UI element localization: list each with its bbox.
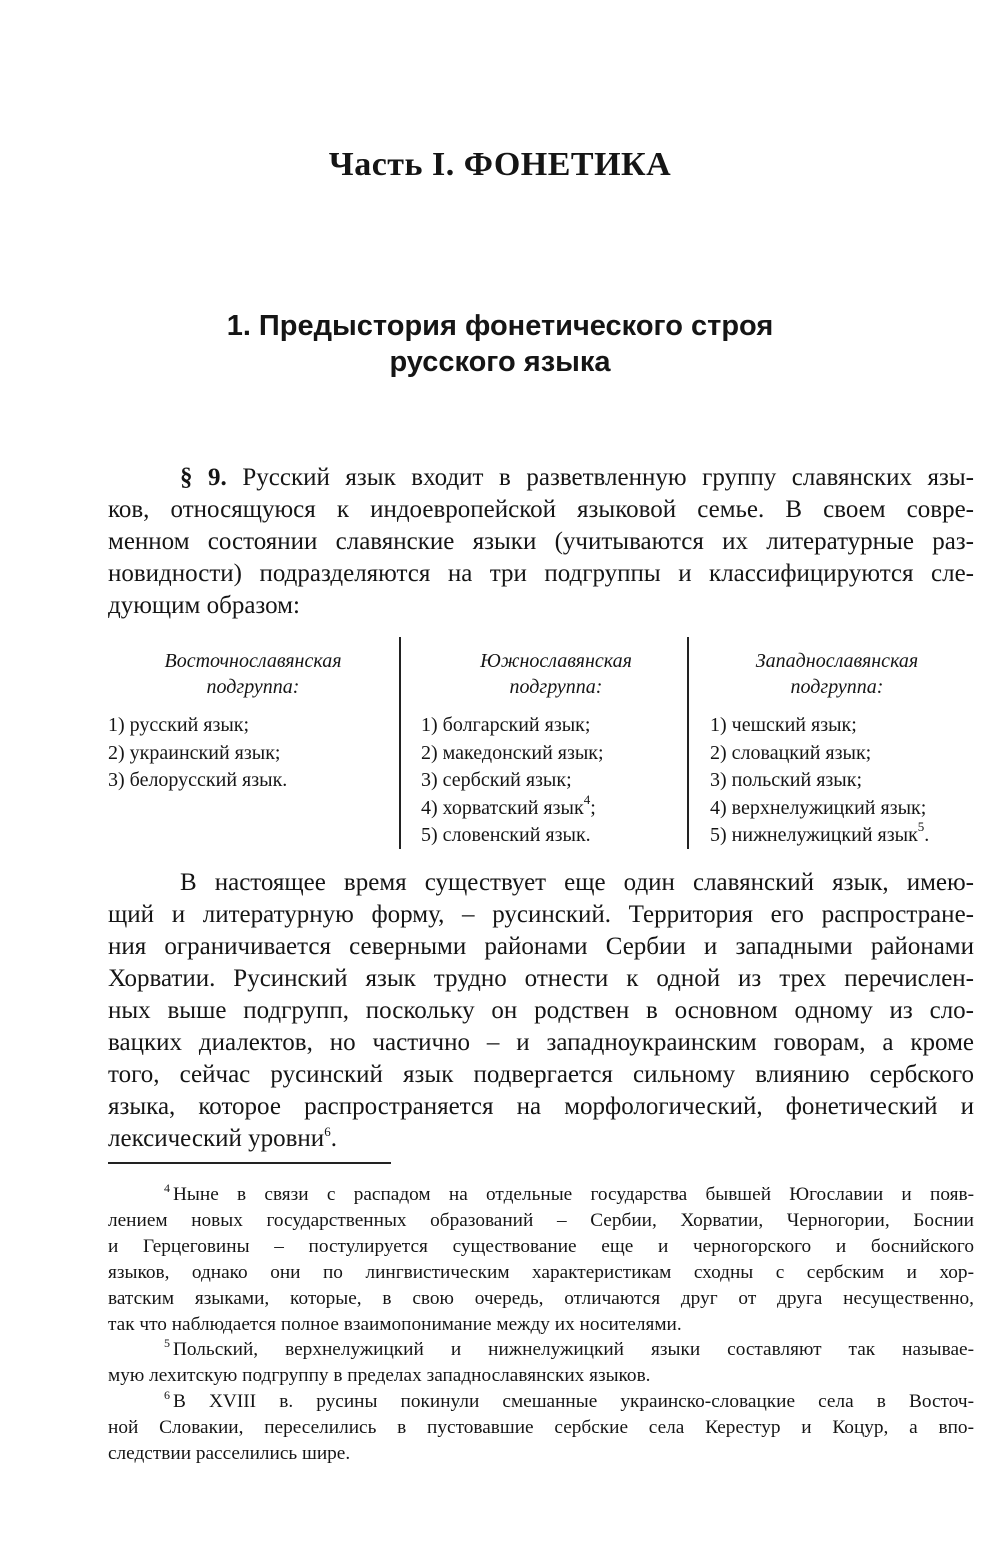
- west-slavic-column: [700, 635, 974, 851]
- list-item: 4) верхнелужицкий язык;: [710, 796, 927, 819]
- list-item: 1) русский язык;: [108, 714, 250, 736]
- paragraph-line: новидности) подразделяются на три подгруппы и классифицируются сле-: [108, 560, 974, 587]
- chapter-title: [0, 308, 1000, 380]
- paragraph-line: лексический уровни$^6$.: [108, 1124, 337, 1152]
- footnote-6: [108, 1389, 974, 1467]
- footnote-ref[interactable]: 5: [917, 819, 925, 834]
- column-heading: Южнославянская подгруппа:: [480, 650, 632, 698]
- paragraph-rusyn: [108, 867, 974, 1155]
- paragraph-intro: [108, 462, 974, 622]
- paragraph-line: ных выше подгрупп, поскольку он родствен в основном одному из сло-: [108, 997, 974, 1024]
- list-item: 4) хорватский язык$^4$;: [421, 791, 596, 819]
- chapter-title-line-1: 1. Предыстория фонетического строя: [226, 310, 774, 342]
- footnote-ref[interactable]: 4: [583, 791, 591, 807]
- paragraph-line: ния ограничивается северными районами Сербии и западными районами: [108, 933, 974, 960]
- list-item: 3) сербский язык;: [421, 769, 572, 791]
- east-slavic-column: [108, 635, 398, 851]
- paragraph-line: В настоящее время существует еще один славянский язык, имею-: [180, 869, 974, 896]
- column-heading: Восточнославянская подгруппа:: [164, 650, 342, 698]
- paragraph-line: ков, относящуюся к индоевропейской языковой семье. В своем совре-: [108, 496, 974, 523]
- list-item: 2) словацкий язык;: [710, 741, 872, 764]
- footnote-line: лением новых государственных образований – Сербии, Хорватии, Черногории, Боснии: [108, 1210, 974, 1231]
- footnote-number: 4: [164, 1181, 170, 1195]
- list-item: 1) чешский язык;: [710, 714, 857, 736]
- paragraph-line: языка, которое распространяется на морфологический, фонетический и: [108, 1093, 974, 1120]
- list-item: 2) украинский язык;: [108, 741, 281, 764]
- footnote-line: следствии расселились шире.: [108, 1443, 351, 1464]
- language-subgroups-table: [108, 635, 974, 851]
- footnote-5: [108, 1337, 974, 1389]
- paragraph-line: § 9. Русский язык входит в разветвленную группу славянских язы-: [180, 464, 975, 491]
- footnote-line: языков, однако они по лингвистическим характеристикам сходны с сербским и хор-: [108, 1262, 974, 1283]
- list-item: 5) нижнелужицкий язык$^5$.: [710, 819, 930, 846]
- list-item: 3) польский язык;: [710, 769, 863, 791]
- list-item: 1) болгарский язык;: [421, 714, 591, 736]
- footnote-line: ной Словакии, переселились в пустовавшие сербские села Керестур и Коцур, а впо-: [108, 1417, 974, 1438]
- paragraph-line: менном состоянии славянские языки (учитываются их литературные раз-: [108, 528, 974, 555]
- paragraph-line: щий и литературную форму, – русинский. Территория его распростране-: [108, 901, 974, 928]
- section-mark: § 9.: [180, 464, 227, 491]
- column-divider: [687, 637, 689, 849]
- list-item: 5) словенский язык.: [421, 824, 591, 846]
- footnote-line: так что наблюдается полное взаимопонимание между их носителями.: [108, 1314, 682, 1335]
- footnote-ref[interactable]: 6: [324, 1124, 331, 1139]
- column-heading: Западнославянская подгруппа:: [755, 650, 919, 698]
- column-divider: [399, 637, 401, 849]
- south-slavic-column: [411, 635, 701, 851]
- paragraph-line: вацких диалектов, но частично – и западноукраинским говорам, а кроме: [108, 1029, 974, 1056]
- footnote-line: $^6$ В XVIII в. русины покинули смешанные украинско-словацкие села в Восточ-: [164, 1388, 974, 1412]
- chapter-title-line-2: русского языка: [389, 346, 611, 378]
- footnote-separator: [108, 1162, 391, 1164]
- footnote-line: мую лехитскую подгруппу в пределах западнославянских языков.: [108, 1365, 651, 1386]
- list-item: 2) македонский язык;: [421, 741, 604, 764]
- footnote-number: 6: [164, 1388, 170, 1402]
- footnote-line: ватским языками, которые, в свою очередь, отличаются друг от друга несущественно,: [108, 1288, 974, 1309]
- footnote-4: [108, 1182, 974, 1338]
- list-item: 3) белорусский язык.: [108, 769, 288, 791]
- footnote-line: $^5$ Польский, верхнелужицкий и нижнелужицкий языки составляют так называе-: [164, 1336, 974, 1360]
- part-title: Часть I. ФОНЕТИКА: [328, 146, 672, 183]
- footnote-line: и Герцеговины – постулируется существование еще и черногорского и боснийского: [108, 1236, 974, 1257]
- paragraph-line: дующим образом:: [108, 592, 300, 619]
- footnote-line: $^4$ Ныне в связи с распадом на отдельные государства бывшей Югославии и появ-: [164, 1181, 974, 1205]
- paragraph-line: Хорватии. Русинский язык трудно отнести к одной из трех перечислен-: [108, 965, 974, 992]
- paragraph-line: того, сейчас русинский язык подвергается сильному влиянию сербского: [108, 1061, 974, 1088]
- footnote-number: 5: [164, 1336, 170, 1350]
